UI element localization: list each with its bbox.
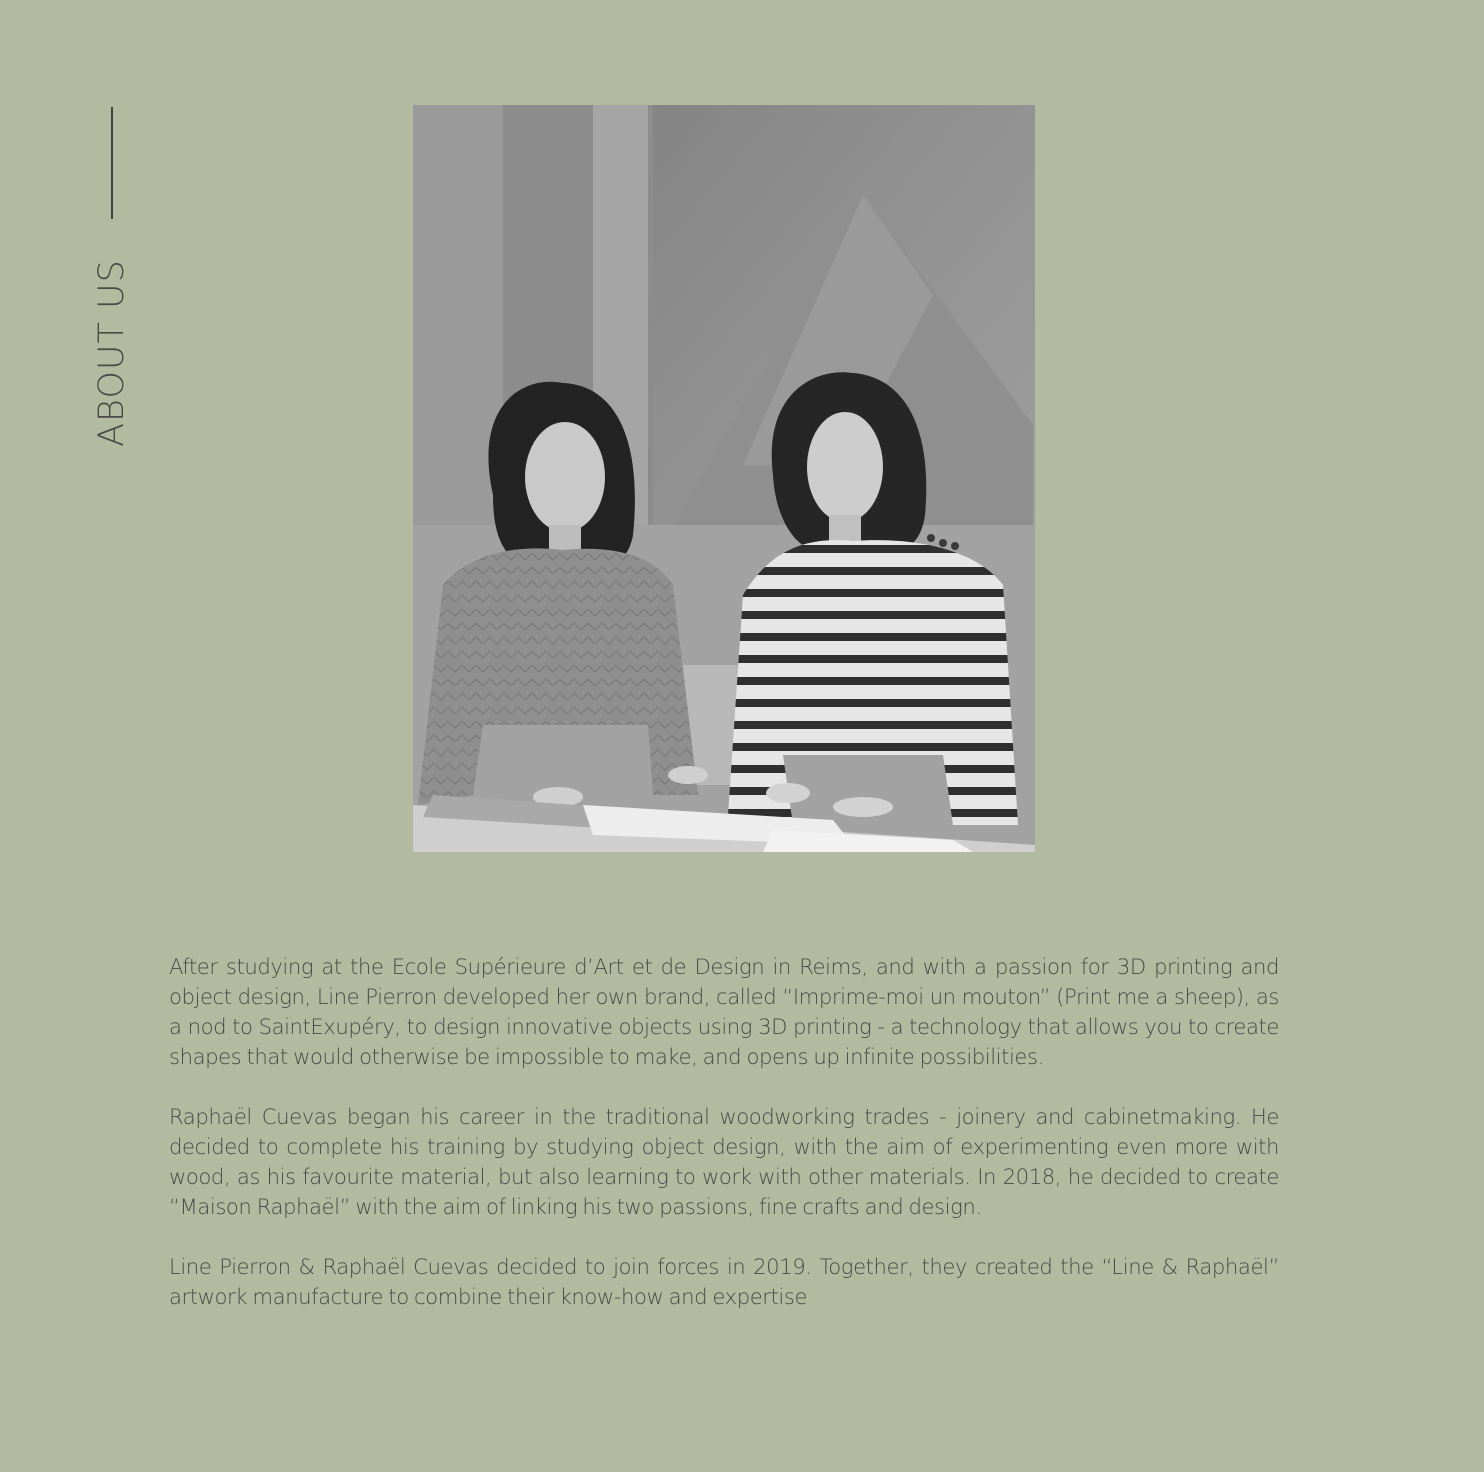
founders-photo [413, 105, 1035, 852]
about-text [169, 952, 1279, 1342]
section-title: ABOUT US [92, 259, 132, 447]
founders-photo-illustration [413, 105, 1035, 852]
paragraph-line-and-raphael: Line Pierron & Raphaël Cuevas decided to join forces in 2019. Together, they created the “Line & Raphaël” artwork manufacture to combine their know-how and expertise [169, 1254, 1279, 1309]
paragraph-raphael-cuevas: Raphaël Cuevas began his career in the traditional woodworking trades - joinery and cabinetmaking. He decided to complete his training by studying object design, with the aim of experimenting even more with wood, as his favourite material, but also learning to work with other materials. In 2018, he decided to create “Maison Raphaël” with the aim of linking his two passions, fine crafts and design. [169, 1104, 1279, 1219]
paragraph-line-pierron: After studying at the Ecole Supérieure d’Art et de Design in Reims, and with a passion for 3D printing and object design, Line Pierron developed her own brand, called “Imprime-moi un mouton” (Print me a sheep), as a nod to SaintExupéry, to design innovative objects using 3D printing - a technology that allows you to create shapes that would otherwise be impossible to make, and opens up infinite possibilities. [169, 954, 1279, 1069]
section-divider-line [111, 107, 113, 219]
